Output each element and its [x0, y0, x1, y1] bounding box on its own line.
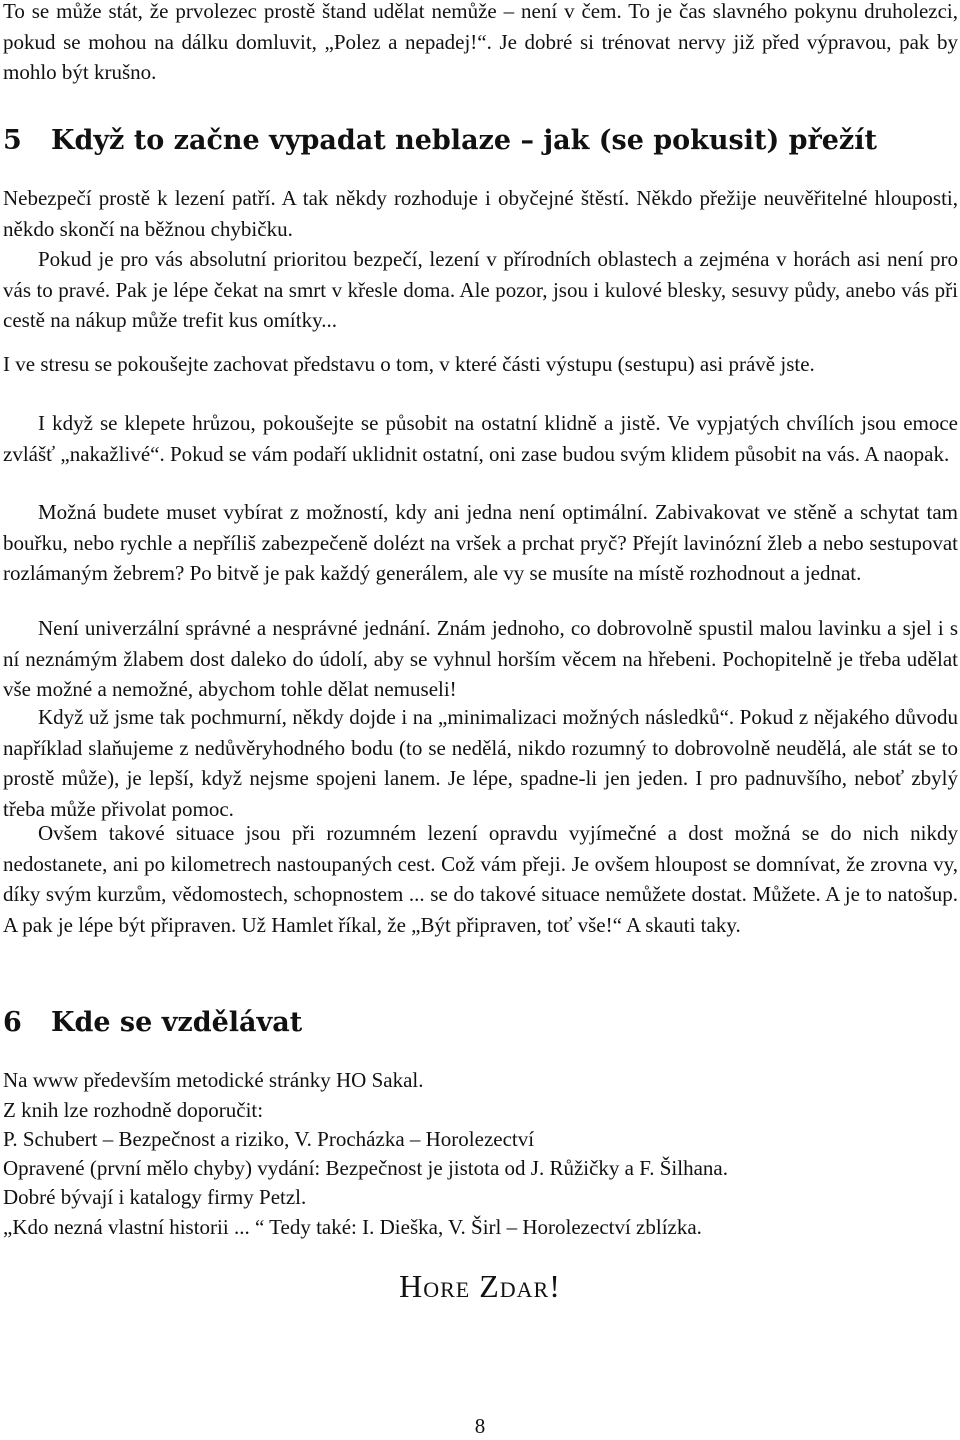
- section-5-number: 5: [3, 125, 22, 156]
- page-number: 8: [474, 1414, 486, 1438]
- section-5-title: Když to začne vypadat neblaze – jak (se pokusit) přežít: [51, 125, 877, 156]
- section-5-paragraph-7: Když už jsme tak pochmurní, někdy dojde i na „minimalizaci možných následků“. Pokud z nějakého důvodu například slaňujeme z nedůvěryhodného bodu (to se nedělá, nikdo rozumný to dobrovolně neudělá, ale stát se to prostě může), je lepší, když nejsme spojeni lanem. Je lépe, spadne-li jen jeden. I pro padnuvšího, neboť zbylý třeba může přivolat pomoc.: [3, 705, 958, 821]
- section-5-paragraph-3: I ve stresu se pokoušejte zachovat představu o tom, v které části výstupu (sestupu) asi právě jste.: [3, 352, 815, 376]
- resource-line: Z knih lze rozhodně doporučit:: [3, 1098, 264, 1122]
- section-6-title: Kde se vzdělávat: [51, 1007, 303, 1038]
- section-5-heading: [3, 124, 877, 158]
- resource-line: Opravené (první mělo chyby) vydání: Bezpečnost je jistota od J. Růžičky a F. Šilhana.: [3, 1156, 728, 1180]
- intro-paragraph: To se může stát, že prvolezec prostě štand udělat nemůže – není v čem. To je čas slavného pokynu druholezci, pokud se mohou na dálku domluvit, „Polez a nepadej!“. Je dobré si trénovat nervy již před výpravou, pak by mohlo být krušno.: [3, 0, 958, 84]
- section-5-paragraph-4: I když se klepete hrůzou, pokoušejte se působit na ostatní klidně a jistě. Ve vypjatých chvílích jsou emoce zvlášť „nakažlivé“. Pokud se vám podaří uklidnit ostatní, oni zase budou svým klidem působit na vás. A naopak.: [3, 411, 958, 466]
- section-6-heading: [3, 1006, 302, 1040]
- section-5-paragraph-2: Pokud je pro vás absolutní prioritou bezpečí, lezení v přírodních oblastech a zejména v horách asi není pro vás to pravé. Pak je lépe čekat na smrt v křesle doma. Ale pozor, jsou i kulové blesky, sesuvy půdy, anebo vás při cestě na nákup může trefit kus omítky...: [3, 247, 958, 332]
- section-5-paragraph-1: Nebezpečí prostě k lezení patří. A tak někdy rozhoduje i obyčejné štěstí. Někdo přežije neuvěřitelné hlouposti, někdo skončí na běžnou chybičku.: [3, 186, 958, 241]
- resource-line: „Kdo nezná vlastní historii ... “ Tedy také: I. Dieška, V. Širl – Horolezectví zblízka.: [3, 1215, 702, 1239]
- closing-greeting: Hore Zdar!: [399, 1268, 561, 1304]
- resource-line: Dobré bývají i katalogy firmy Petzl.: [3, 1185, 307, 1209]
- resource-line: P. Schubert – Bezpečnost a riziko, V. Procházka – Horolezectví: [3, 1127, 535, 1151]
- section-6-number: 6: [3, 1007, 22, 1038]
- section-5-paragraph-6: Není univerzální správné a nesprávné jednání. Znám jednoho, co dobrovolně spustil malou lavinku a sjel i s ní neznámým žlabem dost daleko do údolí, aby se vyhnul horším věcem na hřebeni. Pochopitelně je třeba udělat vše možné a nemožné, abychom tohle dělat nemuseli!: [3, 616, 958, 701]
- section-5-paragraph-8: Ovšem takové situace jsou při rozumném lezení opravdu vyjímečné a dost možná se do nich nikdy nedostanete, ani po kilometrech nastoupaných cest. Což vám přeji. Je ovšem hloupost se domnívat, že zrovna vy, díky svým kurzům, vědomostech, schopnostem ... se do takové situace nemůžete dostat. Můžete. A je to natošup. A pak je lépe být připraven. Už Hamlet říkal, že „Být připraven, toť vše!“ A skauti taky.: [3, 821, 958, 937]
- resource-line: Na www především metodické stránky HO Sakal.: [3, 1068, 424, 1092]
- section-5-paragraph-5: Možná budete muset vybírat z možností, kdy ani jedna není optimální. Zabivakovat ve stěně a schytat tam bouřku, nebo rychle a nepříliš zabezpečeně dolézt na vršek a prchat pryč? Přejít lavinózní žleb a nebo sestupovat rozlámaným žebrem? Po bitvě je pak každý generálem, ale vy se musíte na místě rozhodnout a jednat.: [3, 500, 958, 585]
